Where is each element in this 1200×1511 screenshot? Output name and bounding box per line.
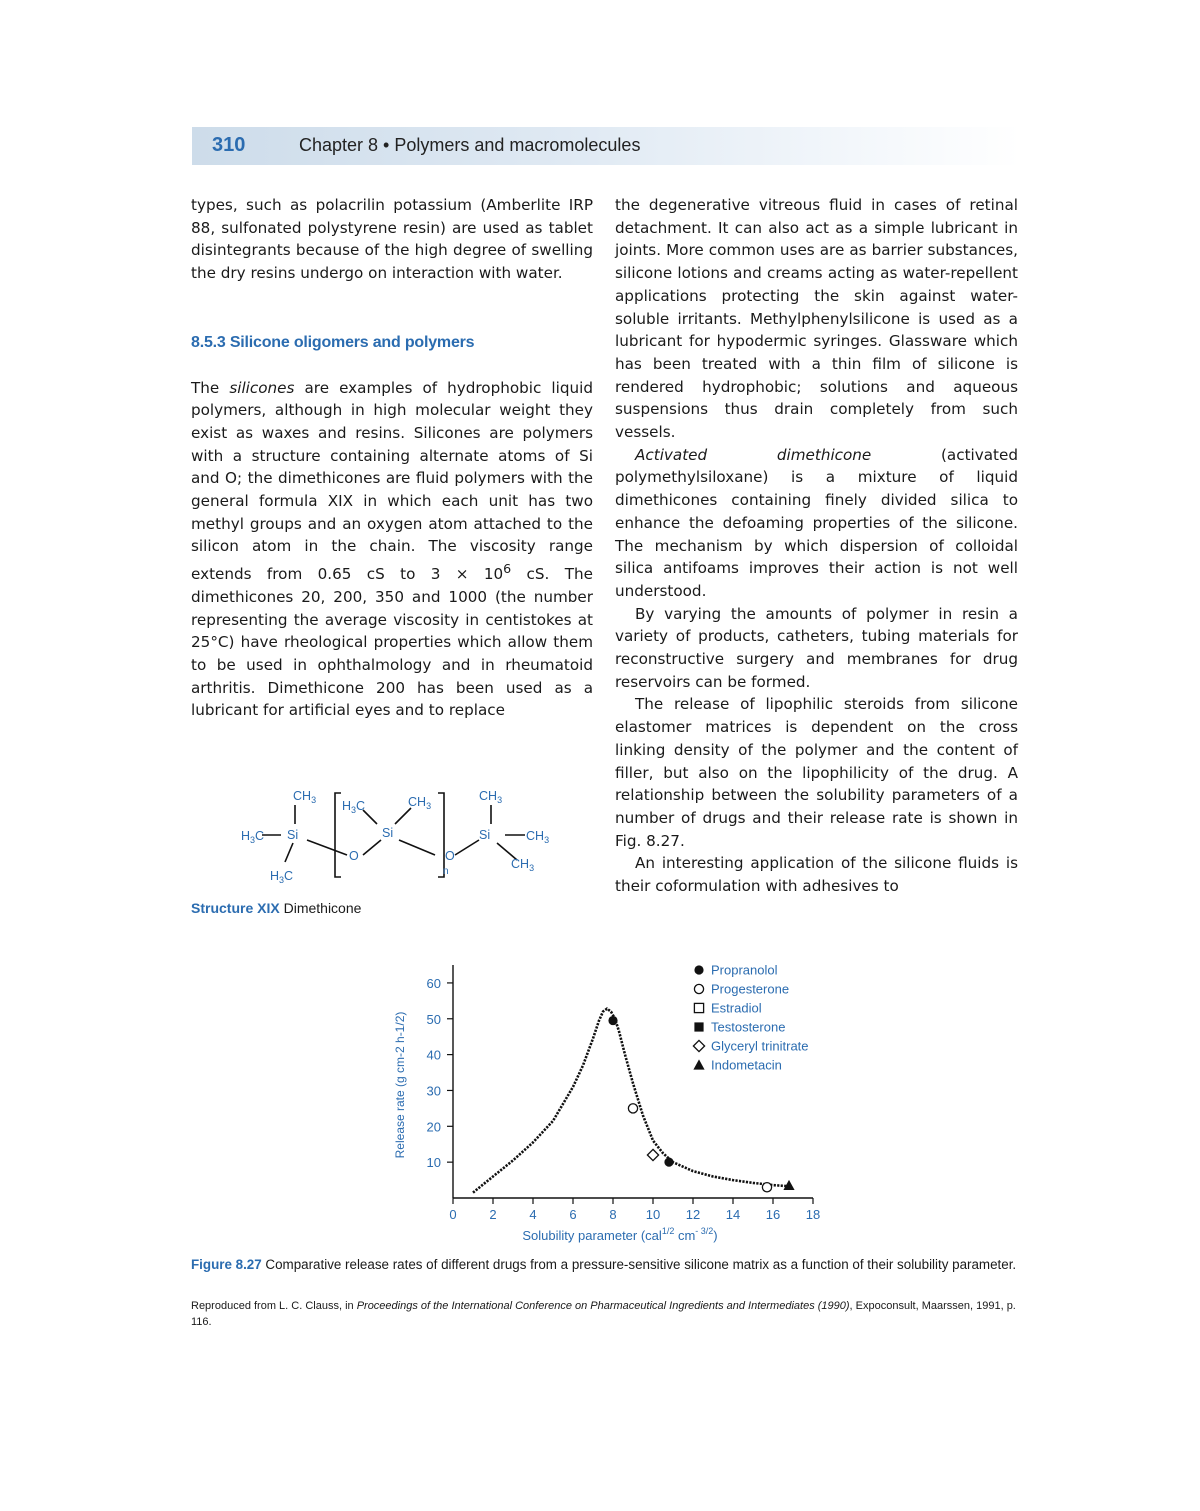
paragraph-vitreous: the degenerative vitreous fluid in cases of retinal detachment. It can also act as a simple lubricant in joints. More common uses are as barrier substances, silicone lotions and creams acting as water-repellent applications protecting the skin against water-soluble irritants. Methylphenylsilicone is used as a lubricant for hypodermic syringes. Glassware which has been treated with a thin film of silicone is rendered hydrophobic; solutions and aqueous suspensions thus drain completely from such vessels. (615, 196, 1018, 442)
paragraph-lipophilic: The release of lipophilic steroids from silicone elastomer matrices is dependent on the cross linking density of the polymer and the content of filler, but also on the lipophilicity of the drug. A relationship between the solubility parameters of a number of drugs and their release rate is shown in Fig. 8.27. (615, 695, 1018, 850)
atom-h3c-unit: $H_3C$ (342, 799, 366, 815)
section-heading: 8.5.3 Silicone oligomers and polymers (191, 333, 475, 351)
atom-ch3-top-right: $CH_3$ (479, 789, 503, 805)
legend-label-propranolol: Propranolol (711, 962, 778, 978)
structure-xix-diagram (235, 780, 555, 890)
legend-label-glyceryl-trinitrate: Glyceryl trinitrate (711, 1038, 809, 1054)
atom-h3c-bottom: $H_3C$ (270, 869, 294, 885)
data-point-propranolol (608, 1016, 617, 1025)
data-point-glyceryl-trinitrate (647, 1149, 658, 1160)
atom-o-left: O (349, 849, 359, 863)
structure-caption: Structure XIX Dimethicone (191, 900, 362, 916)
intro-paragraph: types, such as polacrilin potassium (Amberlite IRP 88, sulfonated polystyrene resin) are used as tablet disintegrants because of the high degree of swelling the dry resins undergo on interaction with water. (191, 196, 593, 283)
right-column (615, 194, 1018, 898)
legend-marker-propranolol (694, 965, 703, 974)
data-point-progesterone (628, 1104, 637, 1113)
running-header (192, 127, 1020, 165)
y-tick-label: 50 (426, 1011, 441, 1027)
silicones-term: silicones (229, 378, 295, 397)
data-point-propranolol (664, 1158, 673, 1167)
legend-marker-testosterone (694, 1022, 703, 1031)
figure-caption: Figure 8.27 Comparative release rates of different drugs from a pressure-sensitive silicone matrix as a function of their solubility parameter. (191, 1257, 1017, 1272)
atom-h3c-left: $H_3C$ (241, 829, 265, 845)
y-tick-label: 20 (426, 1119, 441, 1135)
x-tick-label: 8 (609, 1207, 617, 1222)
y-tick-label: 40 (426, 1047, 441, 1063)
atom-ch3-top-left: $CH_3$ (293, 789, 317, 805)
atom-si-right: Si (479, 828, 491, 842)
x-tick-label: 12 (685, 1207, 701, 1222)
legend-marker-progesterone (694, 984, 703, 993)
atom-ch3-bottom-right: $CH_3$ (511, 857, 535, 873)
x-tick-label: 4 (529, 1207, 537, 1222)
x-tick-label: 14 (725, 1207, 741, 1222)
y-tick-label: 60 (426, 975, 441, 991)
paragraph-activated-dimethicone: Activated dimethicone (activated polymethylsiloxane) is a mixture of liquid dimethicones containing finely divided silica to enhance the defoaming properties of the silicone. The mechanism by which dispersion of colloidal silica antifoams improves their action is not well understood. (615, 445, 1018, 600)
release-rate-curve (473, 1009, 789, 1193)
page-number: 310 (212, 134, 246, 156)
legend-label-testosterone: Testosterone (711, 1019, 786, 1035)
atom-o-right: O (445, 849, 455, 863)
paragraph-coformulation: An interesting application of the silicone fluids is their coformulation with adhesives to (615, 854, 1018, 896)
x-tick-label: 18 (805, 1207, 821, 1222)
structure-caption-label: Structure XIX (191, 900, 280, 916)
y-tick-label: 30 (426, 1083, 441, 1099)
figure-label: Figure 8.27 (191, 1257, 262, 1272)
legend-marker-indometacin (693, 1059, 704, 1069)
y-axis-label: Release rate (g cm-2 h-1/2) (393, 1011, 407, 1159)
silicones-paragraph: The silicones are examples of hydrophobic liquid polymers, although in high molecular weight they exist as waxes and resins. Silicones are polymers with a structure containing alternate atoms of Si and O; the dimethicones are fluid polymers with the general formula XIX in which each unit has two methyl groups and an oxygen atom attached to the silicon atom in the chain. The viscosity range extends from 0.65 cS to $3 \times 10^6$ cS. The dimethicones 20, 200, 350 and 1000 (the number representing the average viscosity in centistokes at 25°C) have rheological properties which allow them to be used in ophthalmology and in rheumatoid arthritis. Dimethicone 200 has been used as a lubricant for artificial eyes and to replace (191, 378, 593, 720)
paragraph-resin: By varying the amounts of polymer in resin a variety of products, catheters, tubing materials for reconstructive surgery and membranes for drug reservoirs can be formed. (615, 604, 1018, 691)
activated-dimethicone-term: Activated dimethicone (635, 445, 872, 464)
atom-si-unit: Si (382, 826, 394, 840)
legend-label-progesterone: Progesterone (711, 981, 790, 997)
legend-label-estradiol: Estradiol (711, 1000, 762, 1016)
data-point-progesterone (762, 1183, 771, 1192)
x-tick-label: 0 (449, 1207, 457, 1222)
atom-ch3-unit: $CH_3$ (408, 795, 432, 811)
x-tick-label: 10 (645, 1207, 661, 1222)
running-head-title: Chapter 8 • Polymers and macromolecules (299, 135, 641, 155)
left-column (191, 194, 593, 722)
x-axis-label: Solubility parameter (cal$^{1/2}$ $cm^{- 3/2}$) (522, 1226, 718, 1243)
atom-si-left: Si (287, 828, 299, 842)
legend-marker-glyceryl-trinitrate (693, 1040, 704, 1051)
x-tick-label: 2 (489, 1207, 497, 1222)
release-rate-chart (385, 955, 845, 1245)
atom-ch3-right: $CH_3$ (526, 829, 550, 845)
y-tick-label: 10 (426, 1155, 441, 1171)
x-tick-label: 16 (765, 1207, 781, 1222)
subscript-n: n (443, 866, 449, 877)
legend-label-indometacin: Indometacin (711, 1057, 782, 1073)
figure-source: Reproduced from L. C. Clauss, in Proceedings of the International Conference on Pharmaceutical Ingredients and Intermediates (1990), Expoconsult, Maarssen, 1991, p. 116. (191, 1300, 1016, 1328)
legend-marker-estradiol (694, 1003, 703, 1012)
x-tick-label: 6 (569, 1207, 577, 1222)
